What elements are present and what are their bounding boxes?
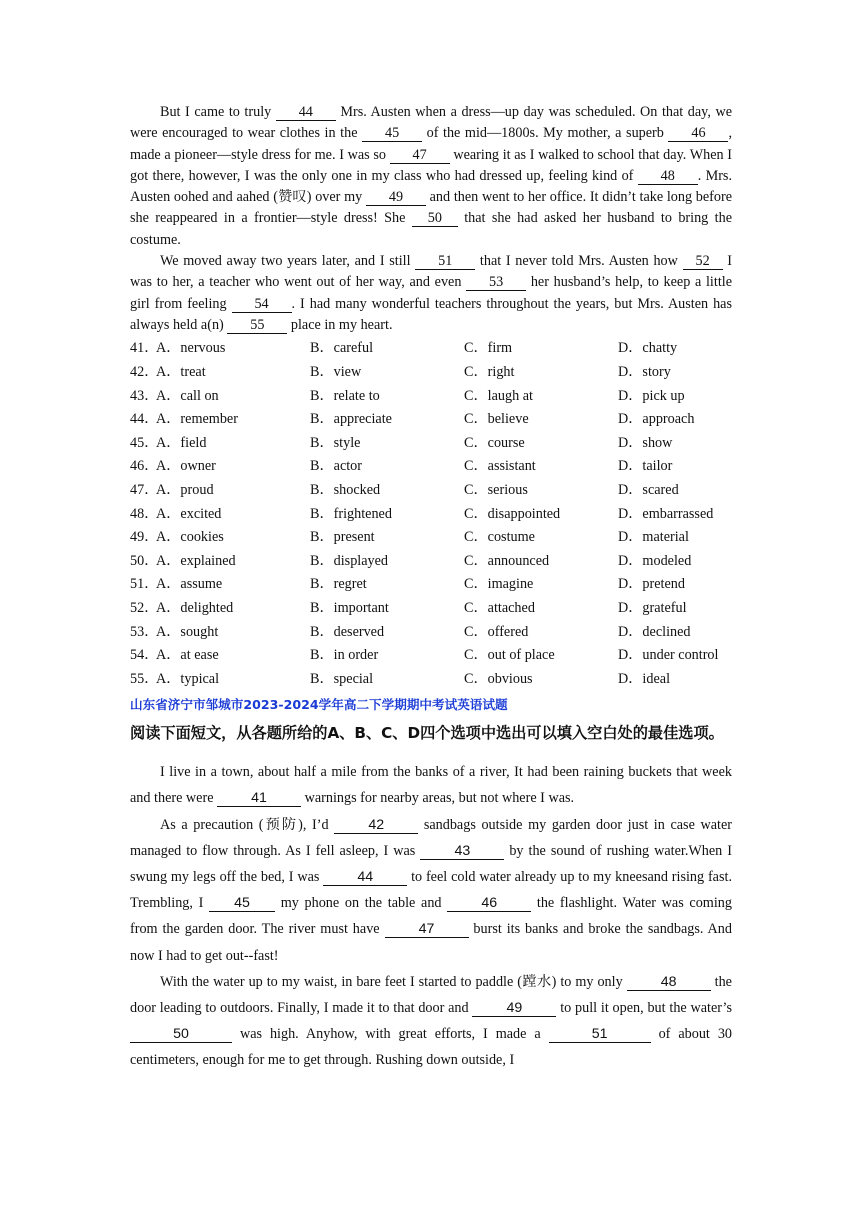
- document-page: [130, 102, 732, 1074]
- option-row: 48． A．excited B．frightened C．disappointed D．embarrassed: [130, 502, 732, 526]
- passage2-paragraph-2: As a precaution (预防), I’d 42 sandbags outside my garden door just in case water managed to flow through. As I fell asleep, I was 43 by the sound of rushing water.When I swung my legs off the bed, I was 44 to feel cold water already up to my kneesand rising fast. Trembling, I 45 my phone on the table and 46 the flashlight. Water was coming from the garden door. The river must have 47 burst its banks and broke the sandbags. And now I had to get out--fast!: [130, 816, 732, 964]
- passage1-paragraph-1: But I came to truly 44 Mrs. Austen when a dress—up day was scheduled. On that day, we were encouraged to wear clothes in the 45 of the mid—1800s. My mother, a superb 46 , made a pioneer—style dress for me. I was so 47 wearing it as I walked to school that day. When I got there, however, I was the only one in my class who had dressed up, feeling kind of 48 . Mrs. Austen oohed and aahed (赞叹) over my 49 and then went to her office. It didn’t take long before she reappeared in a frontier—style dress! She 50 that she had asked her husband to bring the costume.: [130, 104, 733, 248]
- option-a: A．cookies: [156, 529, 224, 546]
- option-c: C．offered: [464, 623, 529, 640]
- passage2-paragraph-1: I live in a town, about half a mile from the banks of a river, It had been raining buckets that week and there were 41 warnings for nearby areas, but not where I was.: [130, 764, 732, 807]
- blank-42: 42: [334, 817, 418, 834]
- option-row: 52． A．delighted B．important C．attached D．grateful: [130, 597, 732, 621]
- option-b: B．in order: [310, 647, 379, 664]
- passage2: [130, 759, 732, 1073]
- option-b: B．displayed: [310, 552, 389, 569]
- option-b: B．important: [310, 599, 389, 616]
- option-row: 43． A．call on B．relate to C．laugh at D．pick up: [130, 384, 732, 408]
- blank-45: 45: [362, 126, 422, 142]
- option-d: D．under control: [618, 647, 719, 664]
- instruction-text: 阅读下面短文，从各题所给的A、B、C、D四个选项中选出可以填入空白处的最佳选项。: [130, 724, 724, 743]
- option-d: D．show: [618, 434, 673, 451]
- option-row: 50． A．explained B．displayed C．announced D．modeled: [130, 550, 732, 574]
- option-b: B．relate to: [310, 387, 380, 404]
- option-a: A．call on: [156, 387, 219, 404]
- blank-41: 41: [217, 790, 301, 807]
- option-b: B．present: [310, 529, 375, 546]
- option-c: C．believe: [464, 411, 529, 428]
- blank-52: 52: [683, 254, 723, 270]
- option-a: A．assume: [156, 576, 223, 593]
- blank-53: 53: [466, 275, 526, 291]
- blank-50: 50: [130, 1026, 232, 1043]
- option-b: B．style: [310, 434, 361, 451]
- blank-50: 50: [412, 211, 458, 227]
- section-heading: 山东省济宁市邹城市2023-2024学年高二下学期期中考试英语试题: [130, 697, 508, 713]
- option-a: A．at ease: [156, 647, 219, 664]
- option-a: A．remember: [156, 411, 238, 428]
- option-a: A．delighted: [156, 599, 234, 616]
- options-list: [130, 337, 732, 691]
- option-row: 49． A．cookies B．present C．costume D．material: [130, 526, 732, 550]
- option-c: C．assistant: [464, 458, 536, 475]
- option-d: D．ideal: [618, 670, 671, 687]
- blank-46: 46: [447, 895, 531, 912]
- option-d: D．tailor: [618, 458, 673, 475]
- option-a: A．explained: [156, 552, 236, 569]
- option-d: D．material: [618, 529, 689, 546]
- option-row: 53． A．sought B．deserved C．offered D．declined: [130, 620, 732, 644]
- blank-43: 43: [420, 843, 504, 860]
- blank-48: 48: [638, 169, 698, 185]
- option-a: A．owner: [156, 458, 216, 475]
- option-a: A．treat: [156, 364, 206, 380]
- option-row: 54． A．at ease B．in order C．out of place D．under control: [130, 644, 732, 668]
- option-c: C．laugh at: [464, 387, 533, 404]
- option-c: C．costume: [464, 529, 535, 546]
- option-d: D．grateful: [618, 599, 687, 616]
- blank-54: 54: [232, 297, 292, 313]
- option-a: A．field: [156, 434, 207, 451]
- option-row: 51． A．assume B．regret C．imagine D．pretend: [130, 573, 732, 597]
- option-c: C．out of place: [464, 647, 555, 664]
- option-row: 44． A．remember B．appreciate C．believe D．approach: [130, 408, 732, 432]
- passage2-paragraph-3: With the water up to my waist, in bare feet I started to paddle (蹚水) to my only 48 the door leading to outdoors. Finally, I made it to that door and 49 to pull it open, but the water’s 50 was high. Anyhow, with great efforts, I made a 51 of about 30 centimeters, enough for me to get through. Rushing down outside, I: [130, 973, 733, 1069]
- option-b: B．careful: [310, 340, 374, 357]
- option-c: C．imagine: [464, 576, 534, 593]
- option-row: 45． A．field B．style C．course D．show: [130, 432, 732, 456]
- option-c: C．announced: [464, 552, 550, 569]
- option-c: C．attached: [464, 599, 535, 616]
- option-c: C．serious: [464, 481, 528, 498]
- option-row: 41． A．nervous B．careful C．firm D．chatty: [130, 337, 732, 361]
- option-c: C．obvious: [464, 670, 533, 687]
- option-d: D．scared: [618, 481, 679, 498]
- option-d: D．story: [618, 364, 671, 380]
- option-c: C．disappointed: [464, 505, 561, 522]
- option-a: A．proud: [156, 481, 214, 498]
- blank-49: 49: [472, 1000, 556, 1017]
- blank-47: 47: [390, 148, 450, 164]
- option-d: D．modeled: [618, 552, 692, 569]
- blank-51: 51: [549, 1026, 651, 1043]
- option-b: B．frightened: [310, 505, 392, 522]
- option-c: C．right: [464, 364, 515, 380]
- option-row: 46． A．owner B．actor C．assistant D．tailor: [130, 455, 732, 479]
- blank-44: 44: [276, 105, 336, 121]
- option-a: A．nervous: [156, 340, 226, 357]
- option-d: D．pretend: [618, 576, 685, 593]
- blank-48: 48: [627, 974, 711, 991]
- option-b: B．deserved: [310, 623, 385, 640]
- option-b: B．actor: [310, 458, 363, 475]
- blank-51: 51: [415, 254, 475, 270]
- option-b: B．regret: [310, 576, 367, 593]
- option-b: B．shocked: [310, 481, 381, 498]
- blank-46: 46: [668, 126, 728, 142]
- option-d: D．embarrassed: [618, 505, 714, 522]
- option-b: B．view: [310, 364, 362, 380]
- passage1-paragraph-2: We moved away two years later, and I still 51 that I never told Mrs. Austen how 52 I was to her, a teacher who went out of her way, and even 53 her husband’s help, to keep a little girl from feeling 54 . I had many wonderful teachers throughout the years, but Mrs. Austen has always held a(n) 55 place in my heart.: [130, 253, 732, 333]
- blank-47: 47: [385, 921, 469, 938]
- option-d: D．declined: [618, 623, 691, 640]
- option-b: B．special: [310, 670, 374, 687]
- option-row: 47． A．proud B．shocked C．serious D．scared: [130, 479, 732, 503]
- option-d: D．approach: [618, 411, 695, 428]
- option-c: C．course: [464, 434, 525, 451]
- blank-55: 55: [227, 318, 287, 334]
- blank-45: 45: [209, 895, 275, 912]
- option-row: 55． A．typical B．special C．obvious D．ideal: [130, 668, 732, 692]
- option-d: D．chatty: [618, 340, 678, 357]
- option-a: A．sought: [156, 623, 219, 640]
- option-row: 42． A．treat B．view C．right D．story: [130, 361, 732, 385]
- option-a: A．excited: [156, 505, 222, 522]
- blank-44: 44: [323, 869, 407, 886]
- option-d: D．pick up: [618, 387, 685, 404]
- option-c: C．firm: [464, 340, 513, 357]
- blank-49: 49: [366, 190, 426, 206]
- option-b: B．appreciate: [310, 411, 392, 428]
- option-a: A．typical: [156, 670, 220, 687]
